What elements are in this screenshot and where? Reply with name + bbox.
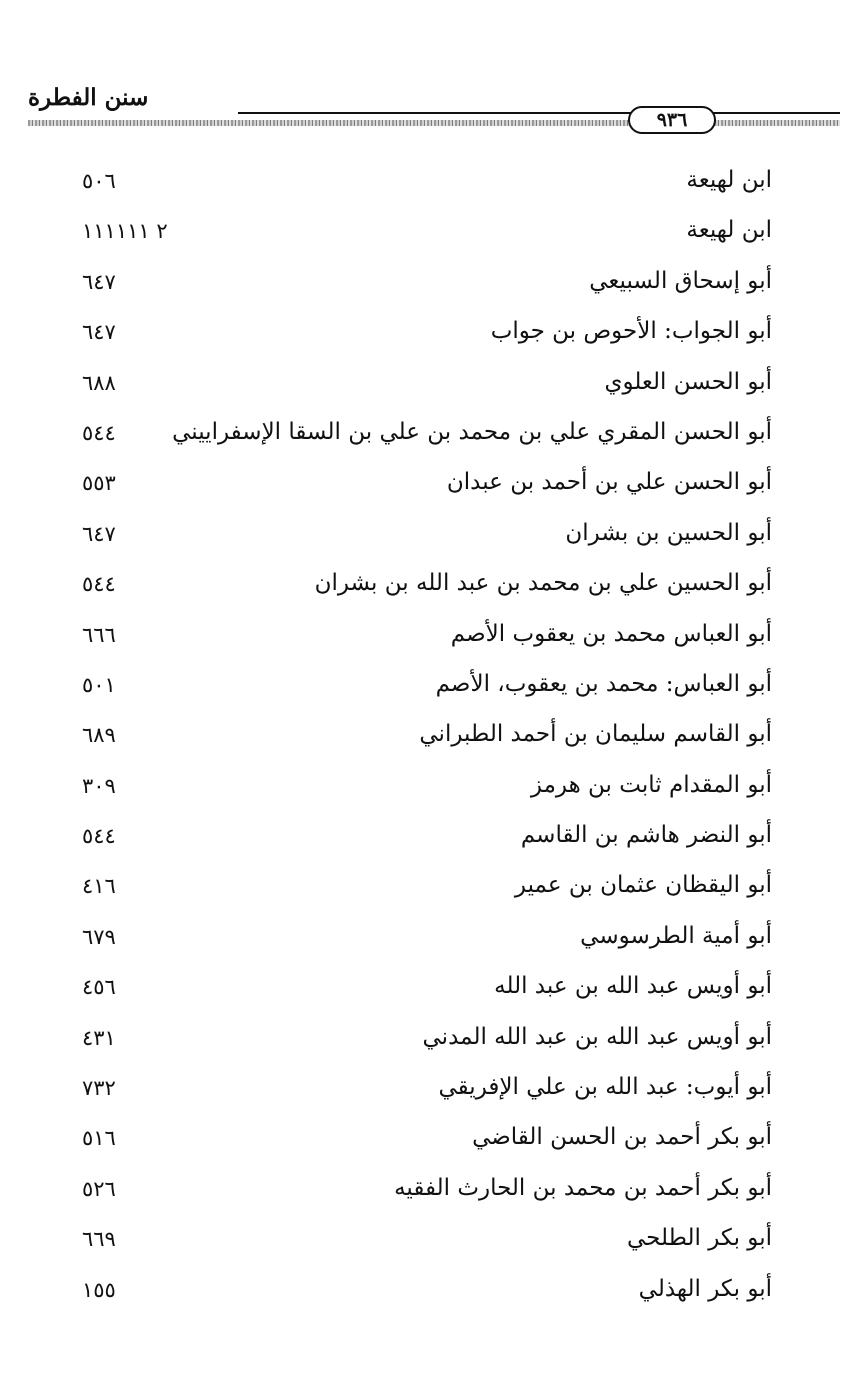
index-entry: [0, 965, 868, 1015]
index-entry: [0, 361, 868, 411]
index-entry-page: ٥١٦: [82, 1126, 116, 1151]
index-entry-name: أبو الحسن علي بن أحمد بن عبدان: [446, 469, 772, 496]
index-entry-name: أبو الحسن المقري علي بن محمد بن علي بن السقا الإسفراييني: [172, 418, 772, 445]
index-entry-name: أبو بكر أحمد بن الحسن القاضي: [472, 1124, 772, 1151]
index-entry-page: ٣٠٩: [82, 773, 116, 798]
index-entry-name: أبو الحسين علي بن محمد بن عبد الله بن بشران: [314, 570, 772, 597]
index-entry: [0, 613, 868, 663]
index-entry: [0, 1167, 868, 1217]
index-entry-name: أبو النضر هاشم بن القاسم: [520, 822, 772, 849]
index-entry: [0, 1016, 868, 1066]
index-entry: [0, 411, 868, 461]
index-entry-page: ٦٦٦: [82, 622, 116, 647]
index-entry-page: ٦٧٩: [82, 924, 116, 949]
header-rule-line: [238, 112, 840, 114]
index-entry-page: ٤١٦: [82, 874, 116, 899]
index-entry-page: ٥٤٤: [82, 420, 116, 445]
index-entry: [0, 310, 868, 360]
index-entry-page: ٦٤٧: [82, 320, 116, 345]
index-entry-name: أبو بكر أحمد بن محمد بن الحارث الفقيه: [394, 1174, 772, 1201]
index-entry-name: أبو بكر الطلحي: [627, 1225, 772, 1252]
index-entry-page: ٤٣١: [82, 1025, 116, 1050]
index-entry: [0, 1116, 868, 1166]
index-entry-name: أبو الجواب: الأحوص بن جواب: [490, 318, 772, 345]
index-entry: [0, 864, 868, 914]
index-entry-page: ٦٦٩: [82, 1227, 116, 1252]
index-entry: [0, 461, 868, 511]
index-entry-name: أبو العباس محمد بن يعقوب الأصم: [450, 620, 772, 647]
index-entry-page: ٦٤٧: [82, 269, 116, 294]
index-entry: [0, 764, 868, 814]
index-entry-page: ٥٢٦: [82, 1176, 116, 1201]
index-entry-page: ٥٥٣: [82, 471, 116, 496]
index-entry-page: ٦٤٧: [82, 521, 116, 546]
index-entry-page: ٧٣٢: [82, 1076, 116, 1101]
index-entry-name: أبو اليقظان عثمان بن عمير: [514, 872, 772, 899]
index-entry: [0, 562, 868, 612]
index-entry-page: ٥٤٤: [82, 572, 116, 597]
page-number: ٩٣٦: [628, 106, 716, 134]
index-entry-page: ٤٥٦: [82, 975, 116, 1000]
page-header: [28, 78, 840, 138]
index-entry: [0, 512, 868, 562]
book-title: سنن الفطرة: [28, 84, 149, 111]
index-entry-name: أبو الحسين بن بشران: [565, 519, 772, 546]
index-entry: [0, 209, 868, 259]
index-entry-page: ١٥٥: [82, 1277, 116, 1302]
index-entry-name: أبو المقدام ثابت بن هرمز: [530, 771, 772, 798]
index-entry-page: ٥٤٤: [82, 824, 116, 849]
index-entry: [0, 663, 868, 713]
index-entry-name: أبو أويس عبد الله بن عبد الله المدني: [422, 1023, 772, 1050]
index-entry-page: ٥٠٦: [82, 169, 116, 193]
index-entry-name: أبو الحسن العلوي: [604, 368, 772, 395]
index-entry-page: ٦٨٩: [82, 723, 116, 748]
index-entry-name: أبو العباس: محمد بن يعقوب، الأصم: [435, 670, 772, 697]
index-entry: [0, 713, 868, 763]
index-entry: [0, 260, 868, 310]
index-entry-name: أبو أمية الطرسوسي: [580, 922, 772, 949]
index-entry: [0, 1268, 868, 1318]
header-ornamental-rule: [28, 120, 840, 126]
index-entry-name: أبو القاسم سليمان بن أحمد الطبراني: [419, 721, 772, 748]
index-entry: [0, 1217, 868, 1267]
index-entry-name: أبو بكر الهذلي: [638, 1275, 772, 1302]
index-entry-name: ابن لهيعة: [686, 167, 772, 193]
index-entry-name: ابن لهيعة: [686, 217, 772, 244]
index-entry-name: أبو إسحاق السبيعي: [589, 267, 772, 294]
index-entry: [0, 915, 868, 965]
index-entry-page: ٦٨٨: [82, 370, 116, 395]
index-list: [0, 159, 868, 1318]
index-entry: [0, 814, 868, 864]
index-entry-name: أبو أيوب: عبد الله بن علي الإفريقي: [438, 1074, 772, 1101]
index-entry-page: ٢ ١١١١١١: [82, 219, 168, 244]
index-entry-page: ٥٠١: [82, 672, 116, 697]
index-entry-name: أبو أويس عبد الله بن عبد الله: [494, 973, 772, 1000]
index-entry: [0, 159, 868, 209]
index-entry: [0, 1066, 868, 1116]
